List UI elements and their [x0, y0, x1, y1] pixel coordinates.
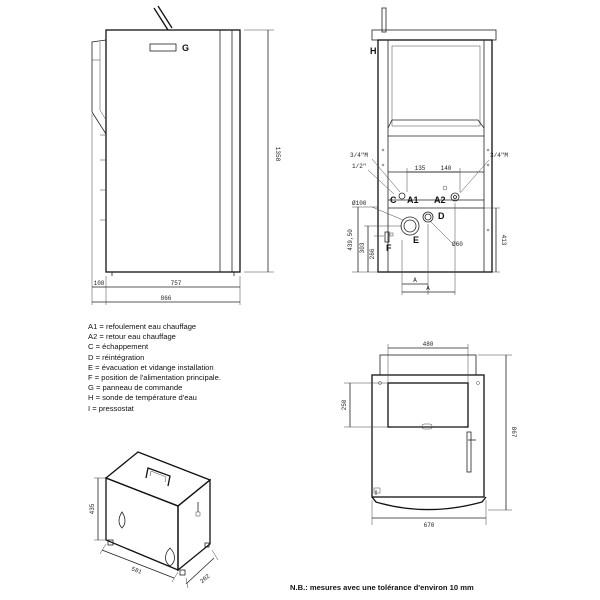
legend-item: D = réintégration — [88, 352, 145, 362]
dim-bottom-a: A — [413, 277, 417, 284]
dim-413: 413 — [500, 234, 507, 246]
dim-266: 266 — [369, 248, 376, 260]
dim-d100: Ø100 — [352, 200, 367, 207]
dim-435: 435 — [89, 503, 96, 515]
label-a1: A1 — [407, 195, 419, 205]
top-view — [341, 341, 517, 529]
dim-866: 866 — [160, 295, 172, 302]
dim-d60: Ø60 — [452, 241, 463, 248]
dim-670: 670 — [423, 522, 435, 529]
back-view — [347, 8, 508, 295]
thread-left-1: 3/4"M — [350, 152, 369, 159]
legend-item: C = échappement — [88, 342, 149, 352]
thread-left-2: 1/2" — [352, 163, 367, 170]
label-e: E — [413, 235, 420, 245]
label-d: D — [438, 211, 445, 221]
legend-item: H = sonde de température d'eau — [88, 393, 197, 403]
legend-item: I = pressostat — [88, 403, 134, 413]
dim-202: 202 — [198, 572, 212, 586]
legend — [88, 322, 221, 414]
dim-108: 108 — [93, 280, 105, 287]
legend-item: A2 = retour eau chauffage — [88, 332, 176, 342]
dim-1358: 1358 — [274, 146, 281, 162]
tolerance-note: N.B.: mesures avec une tolérance d'environ 10 mm — [290, 583, 474, 592]
dim-135: 135 — [414, 165, 426, 172]
dim-140: 140 — [440, 165, 452, 172]
label-h: H — [370, 46, 377, 56]
dim-250: 250 — [341, 399, 348, 411]
label-a2: A2 — [434, 195, 446, 205]
dim-303: 303 — [359, 242, 366, 254]
dim-581: 581 — [130, 565, 143, 576]
legend-item: E = évacuation et vidange installation — [88, 362, 214, 372]
dim-439-50: 439,50 — [347, 229, 354, 251]
dim-480: 480 — [422, 341, 434, 348]
front-view — [92, 6, 281, 305]
label-g: G — [182, 43, 190, 53]
iso-view — [89, 452, 218, 588]
dim-867: 867 — [510, 426, 517, 438]
dim-757: 757 — [170, 280, 182, 287]
label-c: C — [390, 195, 397, 205]
legend-item: A1 = refoulement eau chauffage — [88, 322, 197, 331]
thread-right: 3/4"M — [490, 152, 509, 159]
dim-bottom-b: A — [426, 285, 430, 292]
label-f: F — [386, 243, 392, 253]
legend-item: F = position de l'alimentation principale. — [88, 373, 221, 383]
legend-item: G = panneau de commande — [88, 383, 183, 393]
